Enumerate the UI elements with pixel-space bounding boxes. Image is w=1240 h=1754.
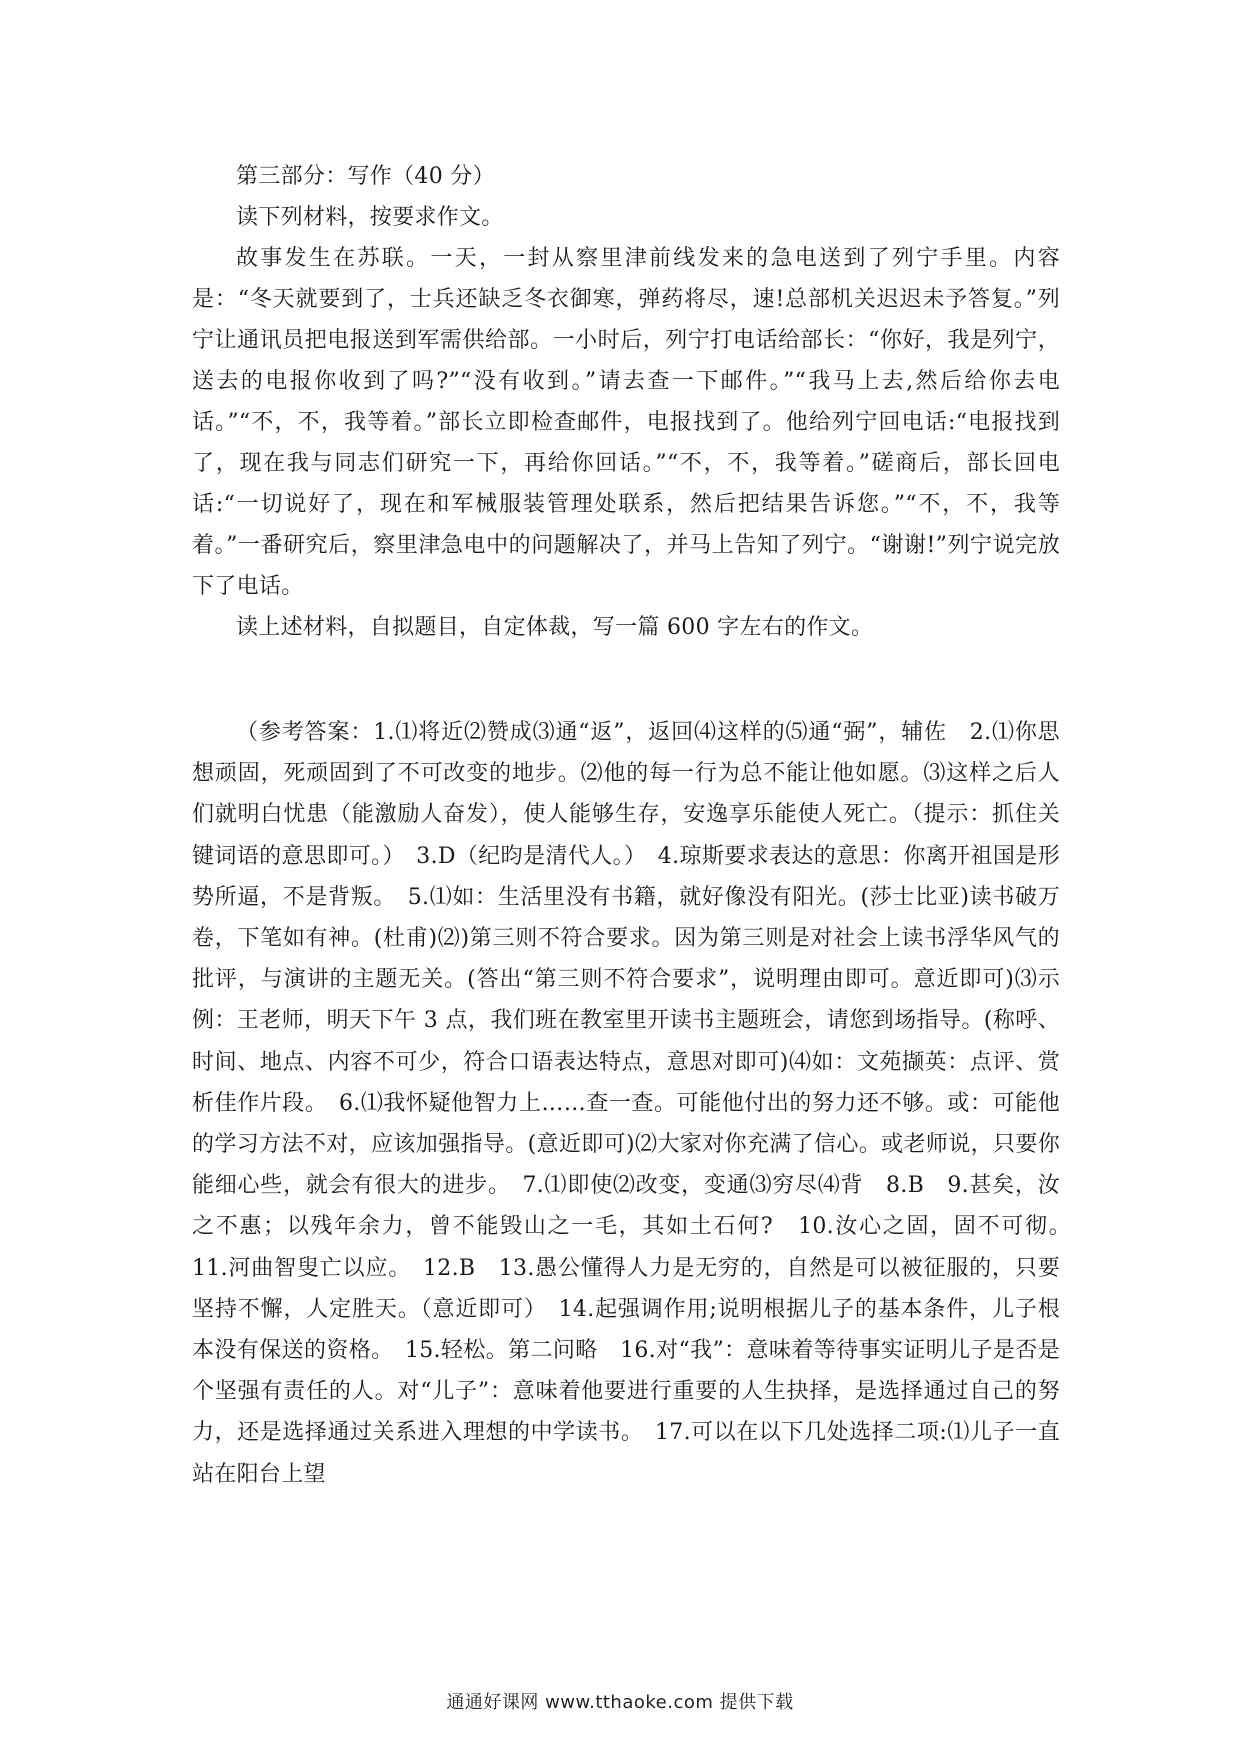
page-content <box>192 156 1083 1495</box>
reference-answers: （参考答案：1.⑴将近⑵赞成⑶通“返”，返回⑷这样的⑸通“弼”，辅佐 2.⑴你思想顽固，死顽固到了不可改变的地步。⑵他的每一行为总不能让他如愿。⑶这样之后人们就明白忧患（能激励人奋发），使人能够生存，安逸享乐能使人死亡。（提示：抓住关键词语的意思即可。） 3.D（纪昀是清代人。） 4.琼斯要求表达的意思：你离开祖国是形势所逼，不是背叛。 5.⑴如：生活里没有书籍，就好像没有阳光。(莎士比亚)读书破万卷，下笔如有神。(杜甫)⑵)第三则不符合要求。因为第三则是对社会上读书浮华风气的批评，与演讲的主题无关。(答出“第三则不符合要求”，说明理由即可。意近即可)⑶示例：王老师，明天下午 3 点，我们班在教室里开读书主题班会，请您到场指导。(称呼、时间、地点、内容不可少，符合口语表达特点，意思对即可)⑷如：文苑撷英：点评、赏析佳作片段。 6.⑴我怀疑他智力上……查一查。可能他付出的努力还不够。或：可能他的学习方法不对，应该加强指导。(意近即可)⑵大家对你充满了信心。或老师说，只要你能细心些，就会有很大的进步。 7.⑴即使⑵改变，变通⑶穷尽⑷背 8.B 9.甚矣，汝之不惠；以残年余力，曾不能毁山之一毛，其如土石何? 10.汝心之固，固不可彻。 11.河曲智叟亡以应。 12.B 13.愚公懂得人力是无穷的，自然是可以被征服的，只要坚持不懈，人定胜天。（意近即可） 14.起强调作用;说明根据儿子的基本条件，儿子根本没有保送的资格。 15.轻松。第二问略 16.对“我”：意味着等待事实证明儿子是否是个坚强有责任的人。对“儿子”：意味着他要进行重要的人生抉择，是选择通过自己的努力，还是选择通过关系进入理想的中学读书。 17.可以在以下几处选择二项:⑴儿子一直站在阳台上望 <box>192 720 1083 1487</box>
writing-instruction: 读下列材料，按要求作文。 <box>236 205 504 230</box>
writing-task: 读上述材料，自拟题目，自定体裁，写一篇 600 字左右的作文。 <box>236 615 874 640</box>
page-footer: 通通好课网 www.tthaoke.com 提供下载 <box>446 1692 794 1713</box>
answer-block <box>192 712 1083 1495</box>
story-material: 故事发生在苏联。一天，一封从察里津前线发来的急电送到了列宁手里。内容是：“冬天就要到了，士兵还缺乏冬衣御寒，弹药将尽，速!总部机关迟迟未予答复。”列宁让通讯员把电报送到军需供给部。一小时后，列宁打电话给部长：“你好，我是列宁，送去的电报你收到了吗?”“没有收到。”请去查一下邮件。”“我马上去,然后给你去电话。”“不，不，我等着。”部长立即检查邮件，电报找到了。他给列宁回电话:“电报找到了，现在我与同志们研究一下，再给你回话。”“不，不，我等着。”磋商后，部长回电话:“一切说好了，现在和军械服装管理处联系，然后把结果告诉您。”“不，不，我等着。”一番研究后，察里津急电中的问题解决了，并马上告知了列宁。“谢谢!”列宁说完放下了电话。 <box>192 246 1060 599</box>
section-title: 第三部分：写作（40 分） <box>236 164 495 189</box>
section-gap <box>192 648 1060 712</box>
